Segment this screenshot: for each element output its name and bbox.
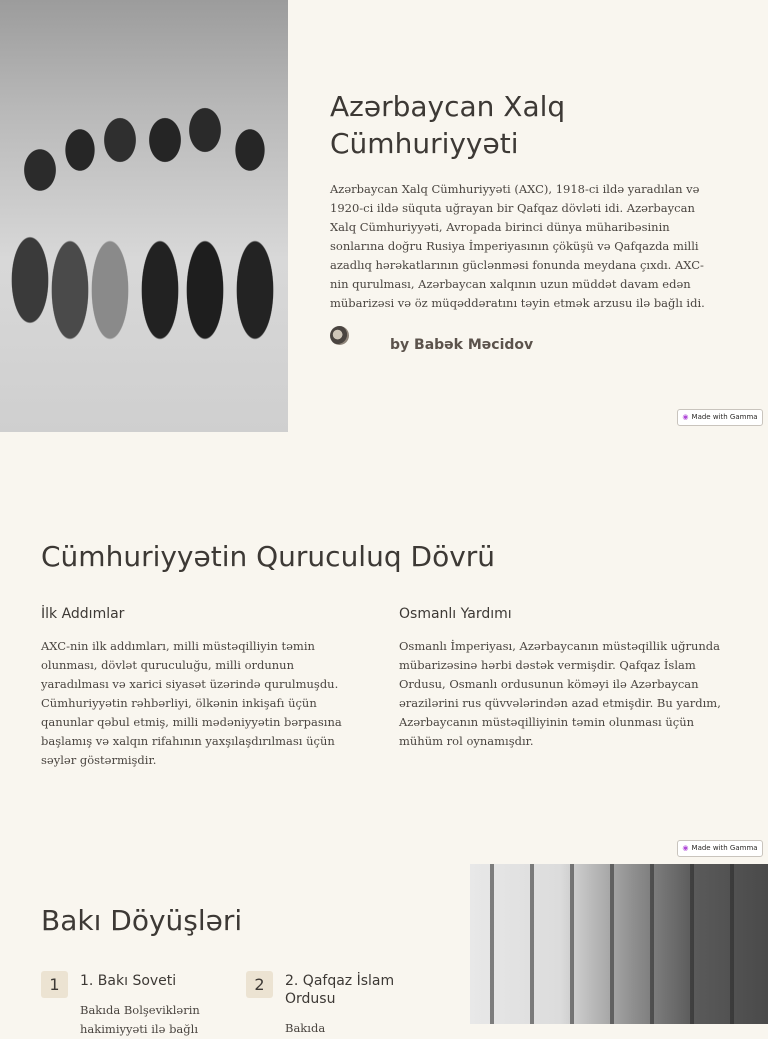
author-name: by Babək Məcidov [390,337,534,353]
step-title: 1. Bakı Soveti [80,973,177,989]
made-with-gamma-badge[interactable] [677,409,763,426]
baku-street-photo [470,864,768,1024]
column-text: AXC-nin ilk addımları, milli müstəqilliyin təmin olunması, dövlət quruculuğu, milli ordunun yaradılması və xarici siyasət üzərində qurulmuşdu. Cümhuriyyətin rəhbərliyi, ölkənin inkişafı üçün qanunlar qəbul etmiş, milli mədəniyyətin bərpasına başlamış və xalqın rifahının yaxşılaşdırılması üçün səylər göstərmişdir. [41,639,342,767]
battles-slide [0,844,768,1036]
section-title: Bakı Döyüşləri [41,904,243,937]
gamma-logo-icon: ◉ [682,844,689,852]
step-title: 2. Qafqaz İslam Ordusu [285,973,395,1007]
column-heading: Osmanlı Yardımı [399,606,512,622]
step-number: 1 [41,971,68,998]
step-text: Bakıda [285,1021,326,1035]
badge-label: Made with Gamma [691,413,758,421]
intro-paragraph: Azərbaycan Xalq Cümhuriyyəti (AXC), 1918-ci ildə yaradılan və 1920-ci ildə süquta uğrayan bir Qafqaz dövləti idi. Azərbaycan Xalq Cümhuriyyəti, Avropada birinci dünya müharibəsinin sonlarına doğru Rusiya İmperiyasının çöküşü və Qafqazda milli azadlıq hərəkatlarının güclənməsi fonunda meydana çıxdı. AXC-nin qurulması, Azərbaycan xalqının uzun müddət davam edən mübarizəsi və öz müqəddəratını təyin etmək arzusu ilə bağlı idi. [330,182,705,310]
founding-slide [0,432,768,864]
historical-group-photo [0,0,288,432]
column-heading: İlk Addımlar [41,606,125,622]
column-text: Osmanlı İmperiyası, Azərbaycanın müstəqillik uğrunda mübarizəsinə hərbi dəstək vermişdir. Qafqaz İslam Ordusu, Osmanlı ordusunun köməyi ilə Azərbaycan ərazilərini rus qüvvələrindən azad etmişdir. Bu yardım, Azərbaycanın müstəqilliyinin təmin olunması üçün mühüm rol oynamışdır. [399,639,721,748]
step-text: Bakıda Bolşeviklərin hakimiyyəti ilə bağlı [80,1003,200,1036]
step-number: 2 [246,971,273,998]
page-title: Azərbaycan Xalq Cümhuriyyəti [330,90,566,160]
section-title: Cümhuriyyətin Quruculuq Dövrü [41,540,496,573]
badge-label: Made with Gamma [691,844,758,852]
author-avatar [330,326,349,345]
gamma-logo-icon: ◉ [682,413,689,421]
title-slide [0,0,768,432]
made-with-gamma-badge[interactable] [677,840,763,857]
